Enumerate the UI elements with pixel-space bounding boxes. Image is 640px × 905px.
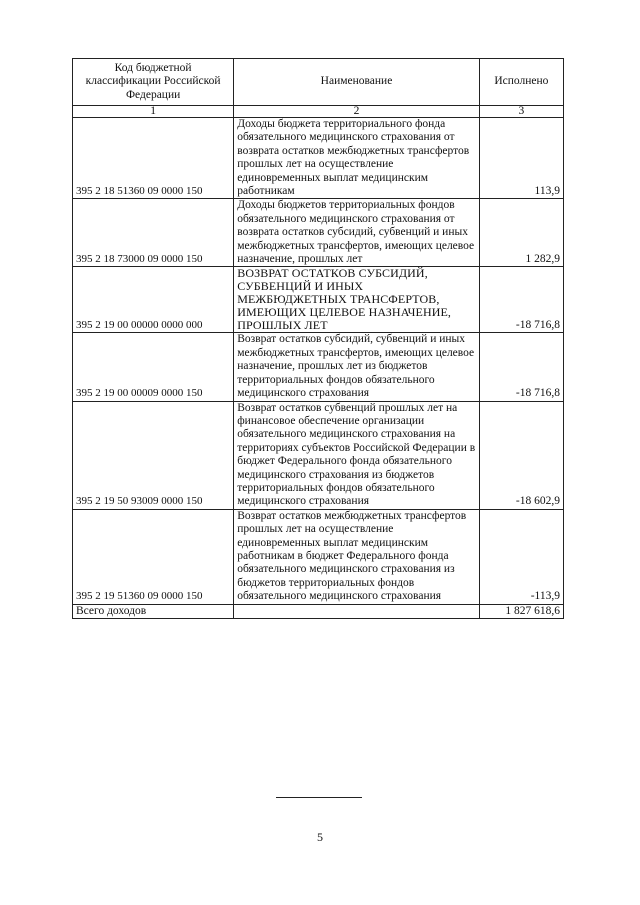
executed-cell: -18 716,8: [479, 333, 563, 401]
table-row: [73, 118, 564, 199]
footnote-divider: [276, 797, 362, 798]
table-row: [73, 509, 564, 604]
executed-cell: -18 716,8: [479, 267, 563, 333]
total-row: [73, 604, 564, 618]
name-cell: Доходы бюджетов территориальных фондов обязательного медицинского страхования от возврата остатков субсидий, субвенций и иных межбюджетных трансфертов, имеющих целевое назначение, прошлых лет: [234, 199, 480, 267]
revenue-table: [72, 58, 564, 619]
budget-code-cell: 395 2 19 51360 09 0000 150: [73, 509, 234, 604]
total-executed: 1 827 618,6: [479, 604, 563, 618]
header-executed: Исполнено: [479, 59, 563, 106]
column-number: 1: [73, 106, 234, 118]
header-code: Код бюджетной классификации Российской Федерации: [73, 59, 234, 106]
name-cell: Возврат остатков субвенций прошлых лет на финансовое обеспечение организации обязательного медицинского страхования на территориях субъектов Российской Федерации в бюджет Федерального фонда обязательного медицинского страхования из бюджетов территориальных фондов обязательного медицинского страхования: [234, 401, 480, 509]
total-label: Всего доходов: [73, 604, 234, 618]
total-name-cell: [234, 604, 480, 618]
table-row: [73, 267, 564, 333]
name-cell: Доходы бюджета территориального фонда обязательного медицинского страхования от возврата остатков межбюджетных трансфертов прошлых лет на осуществление единовременных выплат медицинским работникам: [234, 118, 480, 199]
table-header-row: [73, 59, 564, 106]
budget-code-cell: 395 2 19 00 00009 0000 150: [73, 333, 234, 401]
executed-cell: -113,9: [479, 509, 563, 604]
column-number: 3: [479, 106, 563, 118]
page-number: 5: [317, 830, 323, 844]
executed-cell: -18 602,9: [479, 401, 563, 509]
table-row: [73, 199, 564, 267]
column-number-row: [73, 106, 564, 118]
executed-cell: 1 282,9: [479, 199, 563, 267]
table-row: [73, 333, 564, 401]
budget-code-cell: 395 2 18 73000 09 0000 150: [73, 199, 234, 267]
header-name: Наименование: [234, 59, 480, 106]
column-number: 2: [234, 106, 480, 118]
budget-code-cell: 395 2 19 00 00000 0000 000: [73, 267, 234, 333]
executed-cell: 113,9: [479, 118, 563, 199]
table-row: [73, 401, 564, 509]
name-cell: ВОЗВРАТ ОСТАТКОВ СУБСИДИЙ, СУБВЕНЦИЙ И ИНЫХ МЕЖБЮДЖЕТНЫХ ТРАНСФЕРТОВ, ИМЕЮЩИХ ЦЕЛЕВОЕ НАЗНАЧЕНИЕ, ПРОШЛЫХ ЛЕТ: [234, 267, 480, 333]
budget-code-cell: 395 2 18 51360 09 0000 150: [73, 118, 234, 199]
name-cell: Возврат остатков субсидий, субвенций и иных межбюджетных трансфертов, имеющих целевое назначение, прошлых лет из бюджетов территориальных фондов обязательного медицинского страхования: [234, 333, 480, 401]
budget-code-cell: 395 2 19 50 93009 0000 150: [73, 401, 234, 509]
name-cell: Возврат остатков межбюджетных трансфертов прошлых лет на осуществление единовременных выплат медицинским работникам в бюджет Федерального фонда обязательного медицинского страхования из бюджетов территориальных фондов обязательного медицинского страхования: [234, 509, 480, 604]
